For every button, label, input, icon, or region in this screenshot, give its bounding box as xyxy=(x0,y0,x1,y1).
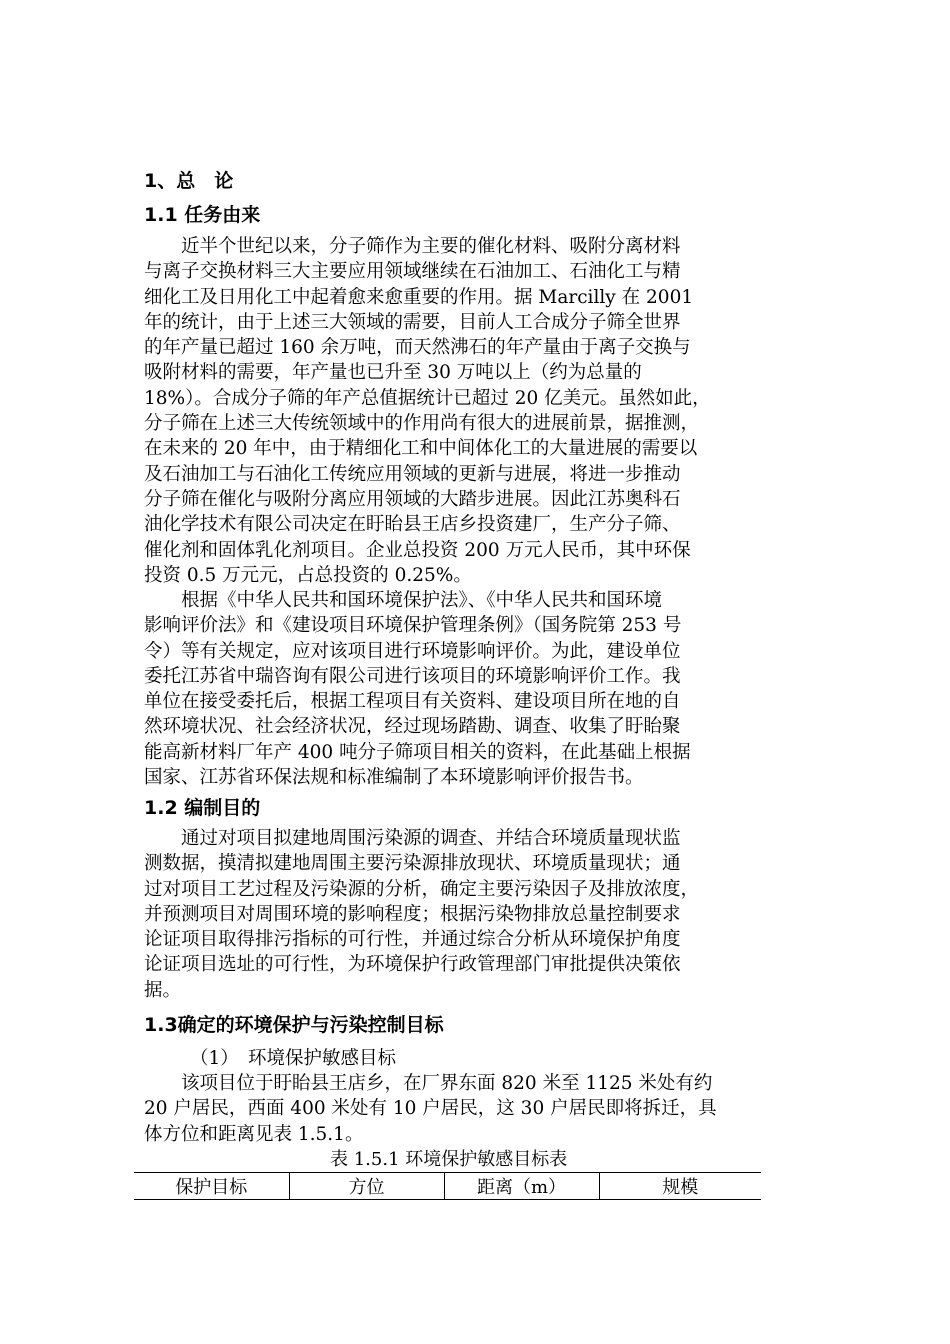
text-line: 18%）。合成分子筛的年产总值据统计已超过 20 亿美元。虽然如此， xyxy=(144,387,711,409)
text-line: 影响评价法》和《建设项目环境保护管理条例》（国务院第 253 号 xyxy=(144,615,682,637)
text-line: 及石油加工与石油化工传统应用领域的更新与进展，将进一步推动 xyxy=(144,463,681,485)
text-line: 据。 xyxy=(144,979,182,1001)
text-line: 通过对项目拟建地周围污染源的调查、并结合环境质量现状监 xyxy=(144,828,681,849)
text-line: 根据《中华人民共和国环境保护法》、《中华人民共和国环境 xyxy=(144,590,663,611)
list-item-sensitive-targets: （1） 环境保护敏感目标 xyxy=(190,1048,397,1069)
sensitive-targets-table xyxy=(134,1172,761,1200)
text-line: 然环境状况、社会经济状况，经过现场踏勘、调查、收集了盱眙聚 xyxy=(144,716,681,738)
text-line: 与离子交换材料三大主要应用领域继续在石油加工、石油化工与精 xyxy=(144,261,681,283)
text-line: 分子筛在催化与吸附分离应用领域的大踏步进展。因此江苏奥科石 xyxy=(144,488,681,510)
main-heading: 1、总 论 xyxy=(144,170,234,192)
text-line: 体方位和距离见表 1.5.1。 xyxy=(144,1123,364,1145)
column-header: 距离（m） xyxy=(444,1173,599,1200)
text-line: 委托江苏省中瑞咨询有限公司进行该项目的环境影响评价工作。我 xyxy=(144,665,681,687)
text-line: 油化学技术有限公司决定在盱眙县王店乡投资建厂，生产分子筛、 xyxy=(144,514,681,536)
text-line: 能高新材料厂年产 400 吨分子筛项目相关的资料，在此基础上根据 xyxy=(144,741,691,763)
text-line: 测数据，摸清拟建地周围主要污染源排放现状、环境质量现状；通 xyxy=(144,853,681,875)
column-header: 规模 xyxy=(599,1173,761,1200)
paragraph-purpose xyxy=(144,826,808,1003)
table-header-row xyxy=(134,1173,761,1200)
text-line: 催化剂和固体乳化剂项目。企业总投资 200 万元人民币，其中环保 xyxy=(144,539,691,561)
column-header: 保护目标 xyxy=(134,1173,289,1200)
text-line: 年的统计，由于上述三大领域的需要，目前人工合成分子筛全世界 xyxy=(144,311,681,333)
text-line: 近半个世纪以来，分子筛作为主要的催化材料、吸附分离材料 xyxy=(144,236,681,257)
text-line: 吸附材料的需要，年产量也已升至 30 万吨以上（约为总量的 xyxy=(144,362,642,384)
paragraph-location xyxy=(144,1071,808,1147)
text-line: 并预测项目对周围环境的影响程度；根据污染物排放总量控制要求 xyxy=(144,903,681,925)
text-line: 投资 0.5 万元元，占总投资的 0.25%。 xyxy=(144,564,472,586)
text-line: 细化工及日用化工中起着愈来愈重要的作用。据 Marcilly 在 2001 xyxy=(144,286,694,308)
text-line: 该项目位于盱眙县王店乡，在厂界东面 820 米至 1125 米处有约 xyxy=(144,1073,713,1094)
text-line: 20 户居民，西面 400 米处有 10 户居民，这 30 户居民即将拆迁，具 xyxy=(144,1098,717,1120)
text-line: 令）等有关规定，应对该项目进行环境影响评价。为此，建设单位 xyxy=(144,640,681,662)
text-line: 论证项目取得排污指标的可行性，并通过综合分析从环境保护角度 xyxy=(144,929,681,951)
text-line: 过对项目工艺过程及污染源的分析，确定主要污染因子及排放浓度， xyxy=(144,878,700,900)
text-line: 单位在接受委托后，根据工程项目有关资料、建设项目所在地的自 xyxy=(144,691,681,713)
paragraph-legal-basis xyxy=(144,588,808,790)
section-heading-1-1: 1.1 任务由来 xyxy=(144,204,261,226)
text-line: 的年产量已超过 160 余万吨，而天然沸石的年产量由于离子交换与 xyxy=(144,337,691,359)
text-line: 分子筛在上述三大传统领域中的作用尚有很大的进展前景，据推测， xyxy=(144,413,700,435)
section-heading-1-2: 1.2 编制目的 xyxy=(144,797,261,819)
paragraph-background xyxy=(144,234,808,588)
text-line: 论证项目选址的可行性，为环境保护行政管理部门审批提供决策依 xyxy=(144,954,681,976)
table-caption: 表 1.5.1 环境保护敏感目标表 xyxy=(330,1149,568,1170)
column-header: 方位 xyxy=(289,1173,444,1200)
text-line: 在未来的 20 年中，由于精细化工和中间体化工的大量进展的需要以 xyxy=(144,438,698,460)
text-line: 国家、江苏省环保法规和标准编制了本环境影响评价报告书。 xyxy=(144,767,644,789)
section-heading-1-3: 1.3确定的环境保护与污染控制目标 xyxy=(144,1014,444,1036)
